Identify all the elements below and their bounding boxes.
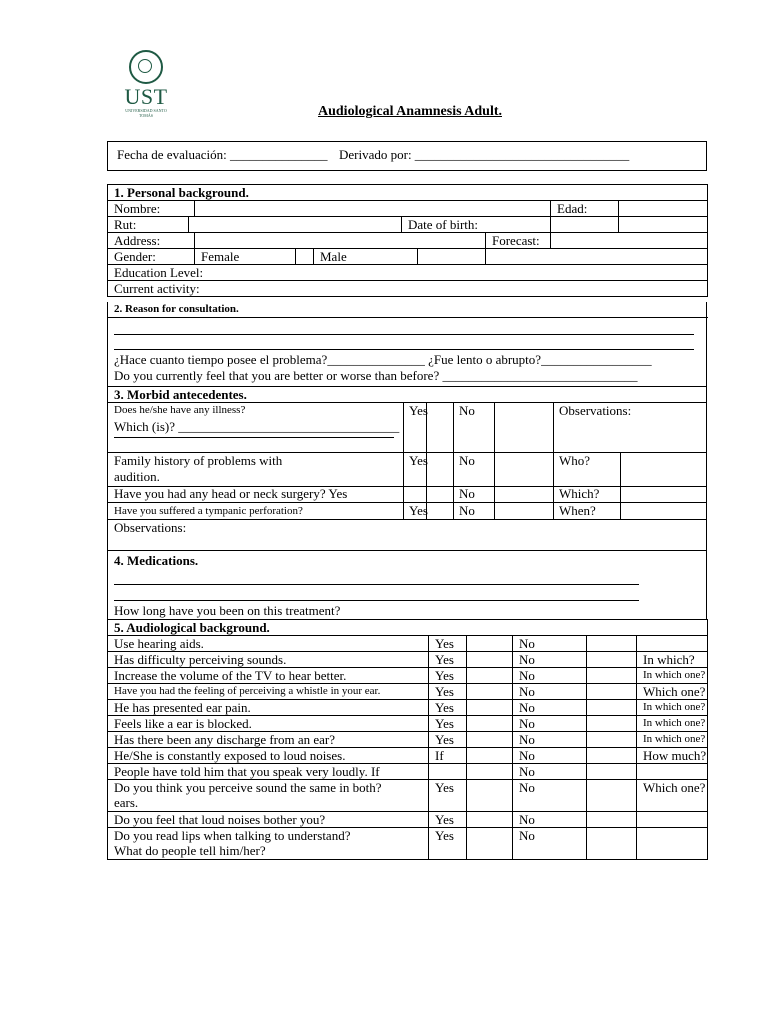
when-label: When?: [559, 503, 596, 518]
section3-heading: 3. Morbid antecedentes.: [114, 387, 247, 402]
medications-line-2[interactable]: [114, 600, 639, 601]
answer-yes[interactable]: Yes: [429, 652, 467, 668]
audio-question: Have you had the feeling of perceiving a whistle in your ear.: [108, 684, 429, 700]
lips-blank3[interactable]: [637, 828, 708, 860]
table-row: [108, 732, 708, 748]
divider: [108, 502, 706, 503]
lips-question: Do you read lips when talking to understand? What do people tell him/her?: [108, 828, 429, 860]
answer-blank2[interactable]: [587, 716, 637, 732]
female-label: Female: [195, 249, 296, 265]
followup-label: How much?: [637, 748, 708, 764]
answer-no[interactable]: No: [513, 700, 587, 716]
nombre-label: Nombre:: [108, 201, 195, 217]
derivado-field[interactable]: Derivado por: _________________________________: [339, 147, 630, 162]
table-row: [108, 668, 708, 684]
lips-blank[interactable]: [467, 828, 513, 860]
both-blank[interactable]: [467, 780, 513, 812]
table-row: [108, 716, 708, 732]
education-label[interactable]: Education Level:: [108, 265, 708, 281]
divider: [108, 519, 706, 520]
reason-line-2[interactable]: [114, 349, 694, 350]
both-no[interactable]: No: [513, 780, 587, 812]
answer-blank[interactable]: [467, 636, 513, 652]
illness-yes[interactable]: Yes: [409, 403, 428, 418]
dob-input[interactable]: [551, 217, 619, 233]
treatment-duration-question[interactable]: How long have you been on this treatment?: [114, 603, 341, 618]
answer-blank[interactable]: [467, 700, 513, 716]
followup-label: In which?: [637, 652, 708, 668]
edad-input[interactable]: [619, 201, 708, 217]
answer-no[interactable]: No: [513, 748, 587, 764]
which-is-field[interactable]: Which (is)? __________________________________: [114, 419, 400, 434]
divider: [108, 317, 708, 318]
illness-no[interactable]: No: [459, 403, 475, 418]
table-row: [108, 700, 708, 716]
grid-line: [494, 402, 495, 519]
answer-no[interactable]: No: [513, 684, 587, 700]
audio-question: Feels like a ear is blocked.: [108, 716, 429, 732]
forecast-label: Forecast:: [486, 233, 551, 249]
answer-yes[interactable]: Yes: [429, 636, 467, 652]
seal-icon: [129, 50, 163, 84]
table-row: [108, 748, 708, 764]
fecha-field[interactable]: Fecha de evaluación: _______________: [117, 147, 328, 162]
better-worse-question[interactable]: Do you currently feel that you are better or worse than before? ______________________________: [114, 368, 638, 383]
dob-extra[interactable]: [619, 217, 708, 233]
tympanic-no[interactable]: No: [459, 503, 475, 518]
table-row: [108, 764, 708, 780]
section5-heading: 5. Audiological background.: [108, 620, 708, 636]
dob-label: Date of birth:: [402, 217, 551, 233]
tympanic-yes[interactable]: Yes: [409, 503, 428, 518]
answer-blank[interactable]: [467, 684, 513, 700]
surgery-question: Have you had any head or neck surgery? Yes: [114, 486, 348, 501]
surgery-no[interactable]: No: [459, 486, 475, 501]
followup-label: In which one?: [637, 732, 708, 748]
nombre-input[interactable]: [195, 201, 551, 217]
followup-label: [637, 764, 708, 780]
page-title: Audiological Anamnesis Adult.: [318, 104, 502, 119]
audio-question: Use hearing aids.: [108, 636, 429, 652]
answer-blank2[interactable]: [587, 684, 637, 700]
loud-blank[interactable]: [467, 812, 513, 828]
answer-blank2[interactable]: [587, 764, 637, 780]
female-checkbox[interactable]: [296, 249, 314, 265]
gender-label: Gender:: [108, 249, 195, 265]
reason-section: [107, 302, 707, 387]
answer-blank2[interactable]: [587, 700, 637, 716]
followup-label: In which one?: [637, 716, 708, 732]
loud-blank3[interactable]: [637, 812, 708, 828]
answer-blank[interactable]: [467, 652, 513, 668]
table-row: [108, 684, 708, 700]
answer-no[interactable]: No: [513, 652, 587, 668]
answer-blank2[interactable]: [587, 652, 637, 668]
tympanic-question: Have you suffered a tympanic perforation?: [114, 505, 303, 517]
answer-no[interactable]: No: [513, 716, 587, 732]
answer-blank[interactable]: [467, 764, 513, 780]
answer-yes[interactable]: If: [429, 748, 467, 764]
answer-blank[interactable]: [467, 668, 513, 684]
loud-no[interactable]: No: [513, 812, 587, 828]
grid-line: [453, 402, 454, 519]
audio-question: Has difficulty perceiving sounds.: [108, 652, 429, 668]
section2-heading: 2. Reason for consultation.: [114, 303, 239, 315]
logo-text: UST: [124, 84, 168, 109]
answer-yes[interactable]: Yes: [429, 684, 467, 700]
loud-yes[interactable]: Yes: [429, 812, 467, 828]
audio-question: He has presented ear pain.: [108, 700, 429, 716]
rut-input[interactable]: [189, 217, 402, 233]
table-row: [108, 652, 708, 668]
loud-blank2[interactable]: [587, 812, 637, 828]
male-checkbox[interactable]: [418, 249, 486, 265]
both-yes[interactable]: Yes: [429, 780, 467, 812]
answer-blank2[interactable]: [587, 636, 637, 652]
answer-no[interactable]: No: [513, 764, 587, 780]
ust-logo: [118, 50, 174, 118]
loud-noises-question: Do you feel that loud noises bother you?: [108, 812, 429, 828]
answer-blank[interactable]: [467, 716, 513, 732]
audiological-table: [107, 619, 708, 860]
answer-no[interactable]: No: [513, 668, 587, 684]
family-history-q2: audition.: [114, 469, 160, 484]
address-label: Address:: [108, 233, 195, 249]
section4-heading: 4. Medications.: [114, 553, 199, 568]
family-history-q1: Family history of problems with: [114, 453, 283, 468]
edad-label: Edad:: [551, 201, 619, 217]
audio-question: Increase the volume of the TV to hear better.: [108, 668, 429, 684]
answer-blank2[interactable]: [587, 668, 637, 684]
grid-line: [426, 402, 427, 519]
grid-line: [553, 402, 554, 519]
both-which: Which one?: [637, 780, 708, 812]
activity-label[interactable]: Current activity:: [108, 281, 708, 297]
duration-question[interactable]: ¿Hace cuanto tiempo posee el problema?_______________ ¿Fue lento o abrupto?_________________: [114, 352, 652, 367]
family-yes[interactable]: Yes: [409, 453, 428, 468]
rut-label: Rut:: [108, 217, 189, 233]
address-input[interactable]: [195, 233, 486, 249]
morbid-section: [107, 386, 707, 551]
answer-yes[interactable]: Yes: [429, 716, 467, 732]
followup-label: [637, 636, 708, 652]
grid-line: [403, 402, 404, 519]
which-label: Which?: [559, 486, 600, 501]
logo-subtitle: UNIVERSIDAD SANTO TOMÁS: [125, 108, 167, 118]
forecast-input[interactable]: [551, 233, 708, 249]
answer-no[interactable]: No: [513, 732, 587, 748]
answer-yes[interactable]: Yes: [429, 732, 467, 748]
answer-blank2[interactable]: [587, 732, 637, 748]
lips-no[interactable]: No: [513, 828, 587, 860]
audio-question: Has there been any discharge from an ear?: [108, 732, 429, 748]
illness-question: Does he/she have any illness?: [114, 404, 246, 416]
observations2-label[interactable]: Observations:: [114, 520, 187, 535]
grid-line: [620, 452, 621, 519]
which-is-line[interactable]: [114, 437, 394, 438]
answer-blank[interactable]: [467, 748, 513, 764]
answer-blank[interactable]: [467, 732, 513, 748]
evaluation-header-box: [107, 141, 707, 171]
answer-yes[interactable]: Yes: [429, 700, 467, 716]
followup-label: In which one?: [637, 700, 708, 716]
observations-label: Observations:: [559, 403, 632, 418]
lips-blank2[interactable]: [587, 828, 637, 860]
both-blank2[interactable]: [587, 780, 637, 812]
audio-question: He/She is constantly exposed to loud noises.: [108, 748, 429, 764]
family-no[interactable]: No: [459, 453, 475, 468]
medications-section: [107, 550, 707, 620]
followup-label: In which one?: [637, 668, 708, 684]
reason-line-1[interactable]: [114, 334, 694, 335]
answer-yes[interactable]: [429, 764, 467, 780]
answer-no[interactable]: No: [513, 636, 587, 652]
medications-line-1[interactable]: [114, 584, 639, 585]
both-ears-question: Do you think you perceive sound the same in both? ears.: [108, 780, 429, 812]
answer-yes[interactable]: Yes: [429, 668, 467, 684]
section1-heading: 1. Personal background.: [108, 185, 708, 201]
lips-yes[interactable]: Yes: [429, 828, 467, 860]
personal-background-table: [107, 184, 708, 297]
answer-blank2[interactable]: [587, 748, 637, 764]
audio-question: People have told him that you speak very loudly. If: [108, 764, 429, 780]
male-label: Male: [314, 249, 418, 265]
who-label: Who?: [559, 453, 591, 468]
followup-label: Which one?: [637, 684, 708, 700]
table-row: [108, 636, 708, 652]
gender-extra[interactable]: [486, 249, 708, 265]
